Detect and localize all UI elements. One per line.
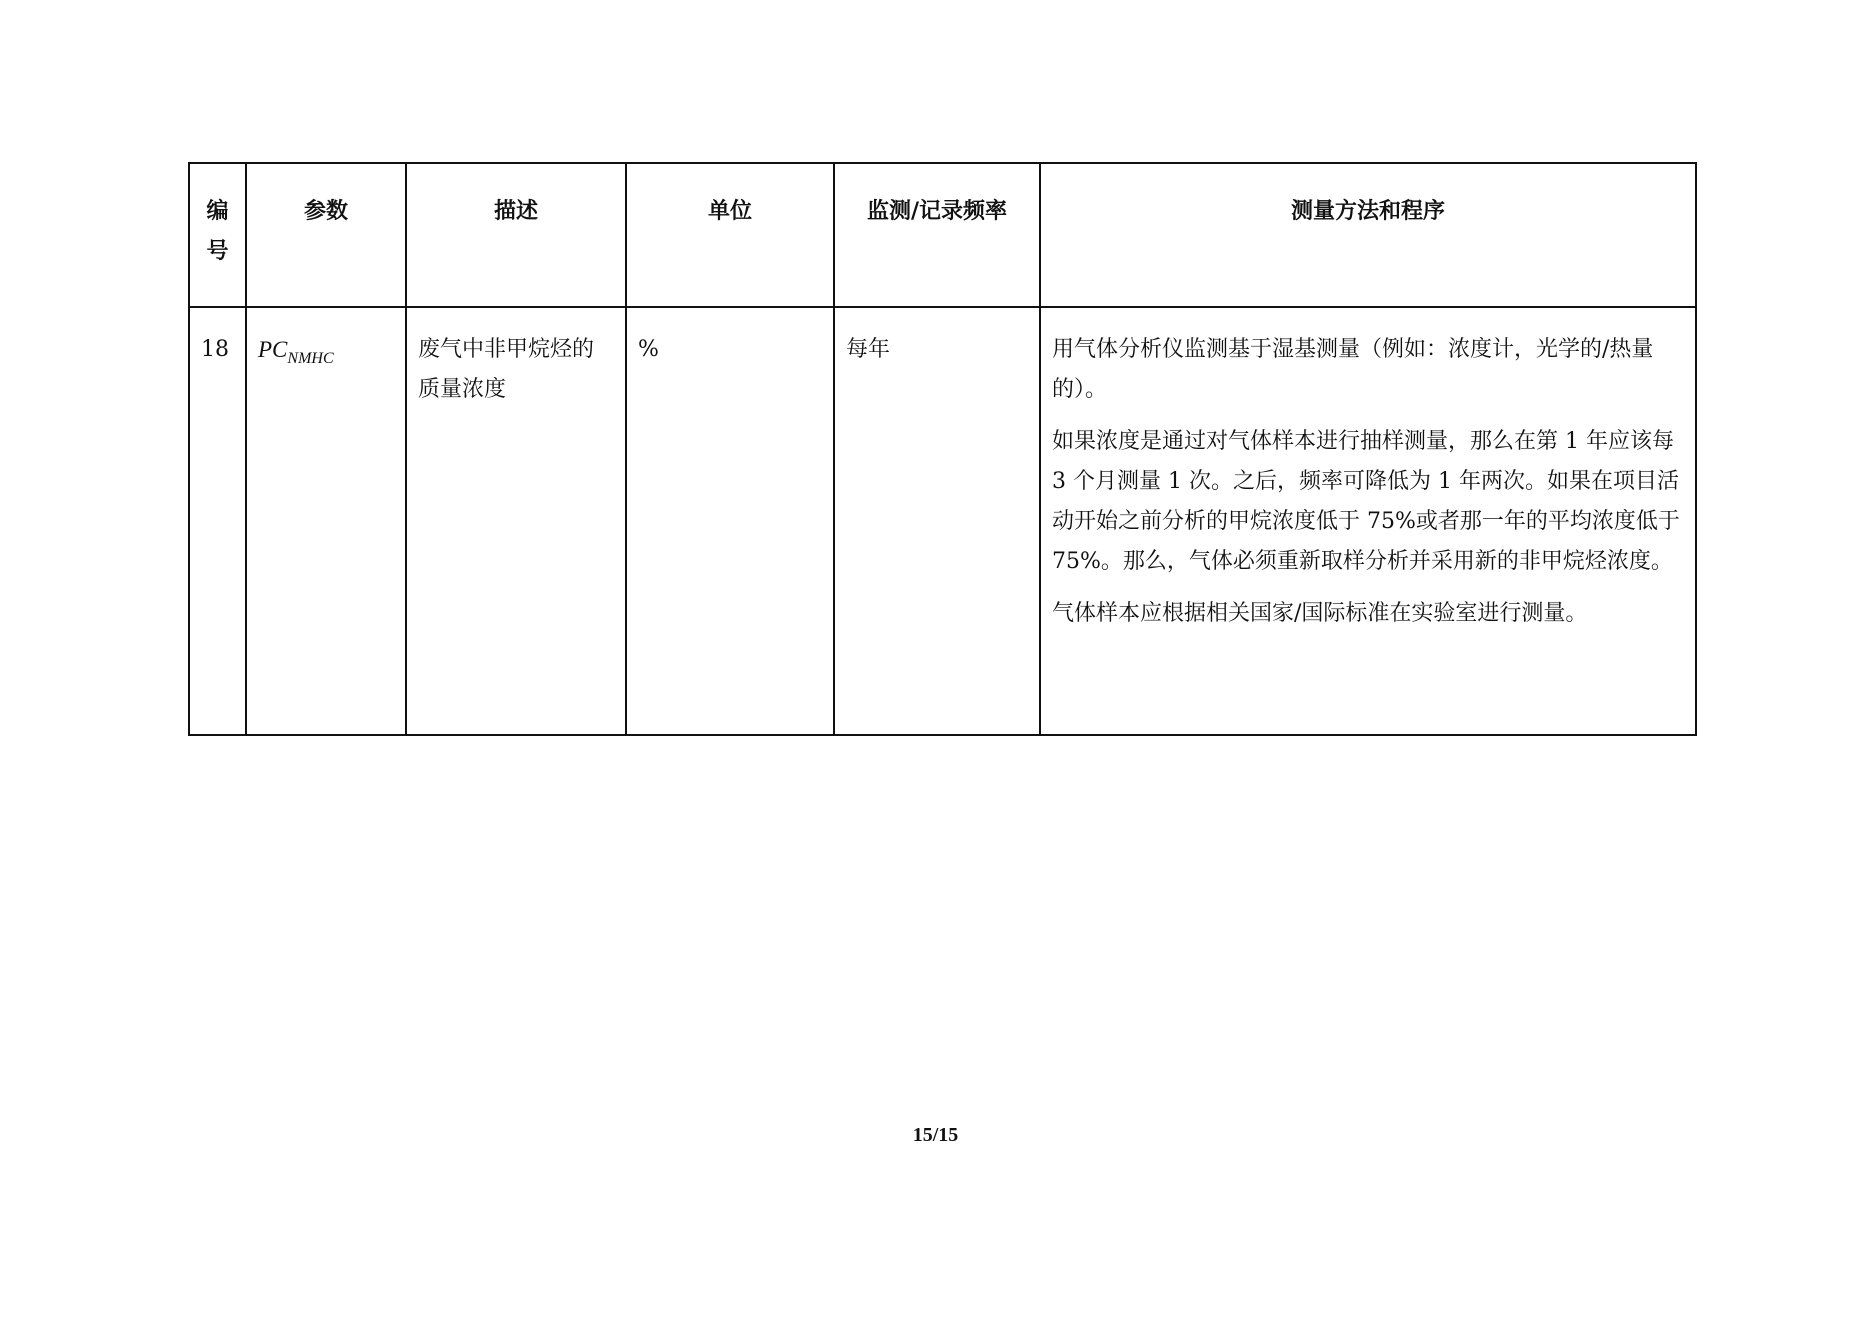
cell-number: 18 [189,307,246,735]
page-number: 15/15 [912,1124,959,1146]
method-paragraph-1: 用气体分析仪监测基于湿基测量（例如：浓度计，光学的/热量的）。 [1052,337,1654,402]
method-paragraph-3: 气体样本应根据相关国家/国际标准在实验室进行测量。 [1052,601,1588,626]
header-parameter: 参数 [246,163,406,307]
header-frequency: 监测/记录频率 [834,163,1040,307]
header-number-char-2: 号 [206,239,229,264]
table-row [189,307,1696,735]
cell-unit: % [626,307,834,735]
header-description: 描述 [406,163,626,307]
cell-parameter [246,307,406,735]
method-paragraph-2: 如果浓度是通过对气体样本进行抽样测量，那么在第 1 年应该每 3 个月测量 1 次。之后，频率可降低为 1 年两次。如果在项目活动开始之前分析的甲烷浓度低于 75%或者那一年的平均浓度低于 75%。那么，气体必须重新取样分析并采用新的非甲烷烃浓度。 [1052,429,1680,574]
cell-description: 废气中非甲烷烃的质量浓度 [406,307,626,735]
header-unit: 单位 [626,163,834,307]
parameter-subscript: NMHC [287,350,334,367]
header-method: 测量方法和程序 [1040,163,1696,307]
cell-frequency: 每年 [834,307,1040,735]
table-header-row [189,163,1696,307]
header-number-char-1: 编 [206,199,229,224]
header-number [189,163,246,307]
cell-method [1040,307,1696,735]
monitoring-parameter-table [188,162,1697,736]
parameter-symbol: PC [258,337,288,362]
